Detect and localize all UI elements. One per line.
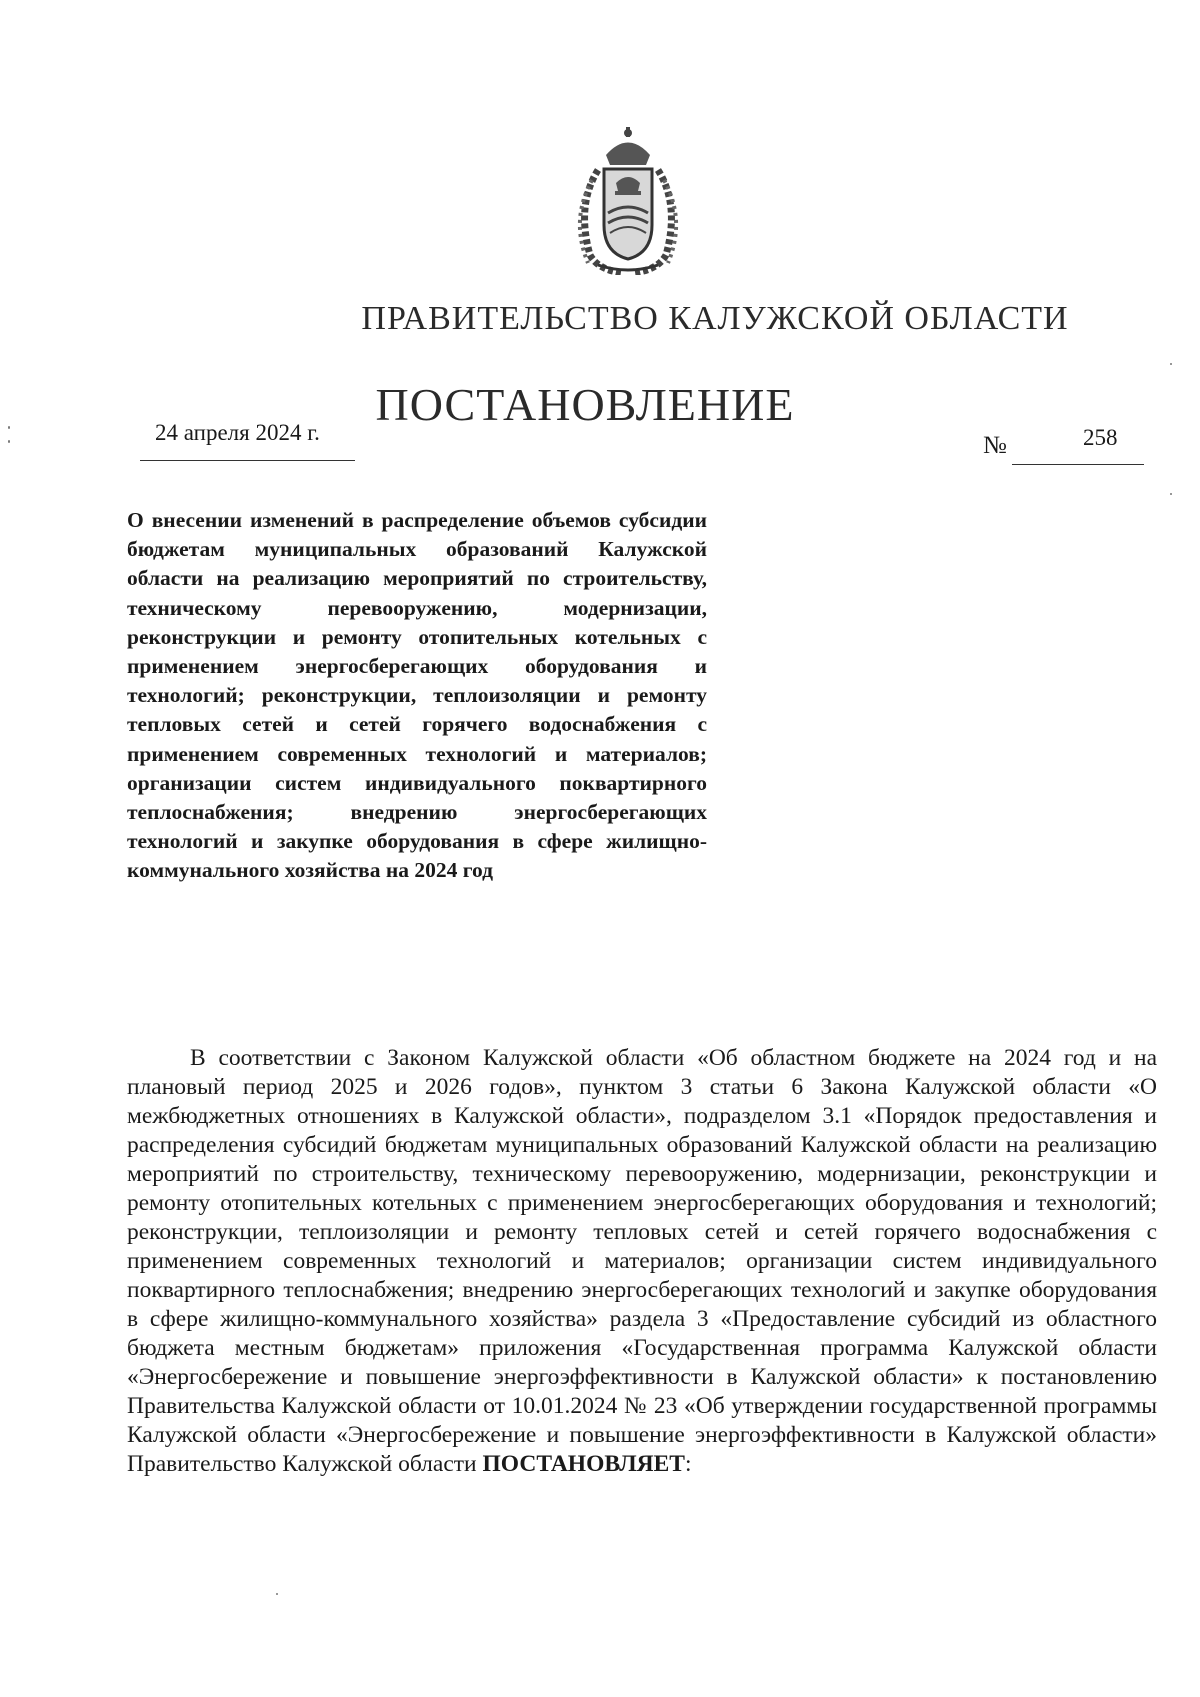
document-number: 258 [1083,425,1118,450]
resolves-keyword: ПОСТАНОВЛЯЕТ [482,1451,685,1477]
document-body [127,1044,1157,1479]
government-title: ПРАВИТЕЛЬСТВО КАЛУЖСКОЙ ОБЛАСТИ [361,300,1069,337]
scan-speck [1170,493,1172,495]
scan-speck [8,426,10,429]
body-colon: : [684,1451,692,1477]
scan-speck [276,1593,278,1595]
number-underline [1012,430,1144,465]
document-heading: О внесении изменений в распределение объемов субсидии бюджетам муниципальных образований Калужской области на реализацию мероприятий по строительству, техническому перевооружению, модернизации, реконструкции и ремонту отопительных котельных с применением энергосберегающих оборудования и технологий; реконструкции, теплоизоляции и ремонту тепловых сетей и сетей горячего водоснабжения с применением современных технологий и материалов; организации систем индивидуального поквартирного теплоснабжения; внедрению энергосберегающих технологий и закупке оборудования в сфере жилищно-коммунального хозяйства на 2024 год [127,508,707,883]
body-paragraph-text: В соответствии с Законом Калужской области «Об областном бюджете на 2024 год и на плановый период 2025 и 2026 годов», пунктом 3 статьи 6 Закона Калужской области «О межбюджетных отношениях в Калужской области», подразделом 3.1 «Порядок предоставления и распределения субсидий бюджетам муниципальных образований Калужской области на реализацию мероприятий по строительству, техническому перевооружению, модернизации, реконструкции и ремонту отопительных котельных с применением энергосберегающих оборудования и технологий; реконструкции, теплоизоляции и ремонту тепловых сетей и сетей горячего водоснабжения с применением современных технологий и материалов; организации систем индивидуального поквартирного теплоснабжения; внедрению энергосберегающих технологий и закупке оборудования в сфере жилищно-коммунального хозяйства» раздела 3 «Предоставление субсидий из областного бюджета местным бюджетам» приложения «Государственная программа Калужской области «Энергосбережение и повышение энергоэффективности в Калужской области» к постановлению Правительства Калужской области от 10.01.2024 № 23 «Об утверждении государственной программы Калужской области «Энергосбережение и повышение энергоэффективности в Калужской области» Правительство Калужской области [127,1045,1157,1477]
document-type-title: ПОСТАНОВЛЕНИЕ [375,379,795,430]
scan-speck [1170,363,1172,365]
document-date: 24 апреля 2024 г. [155,420,320,445]
number-sign: № [983,432,1007,459]
coat-of-arms-icon [568,125,688,275]
scan-speck [8,440,10,443]
